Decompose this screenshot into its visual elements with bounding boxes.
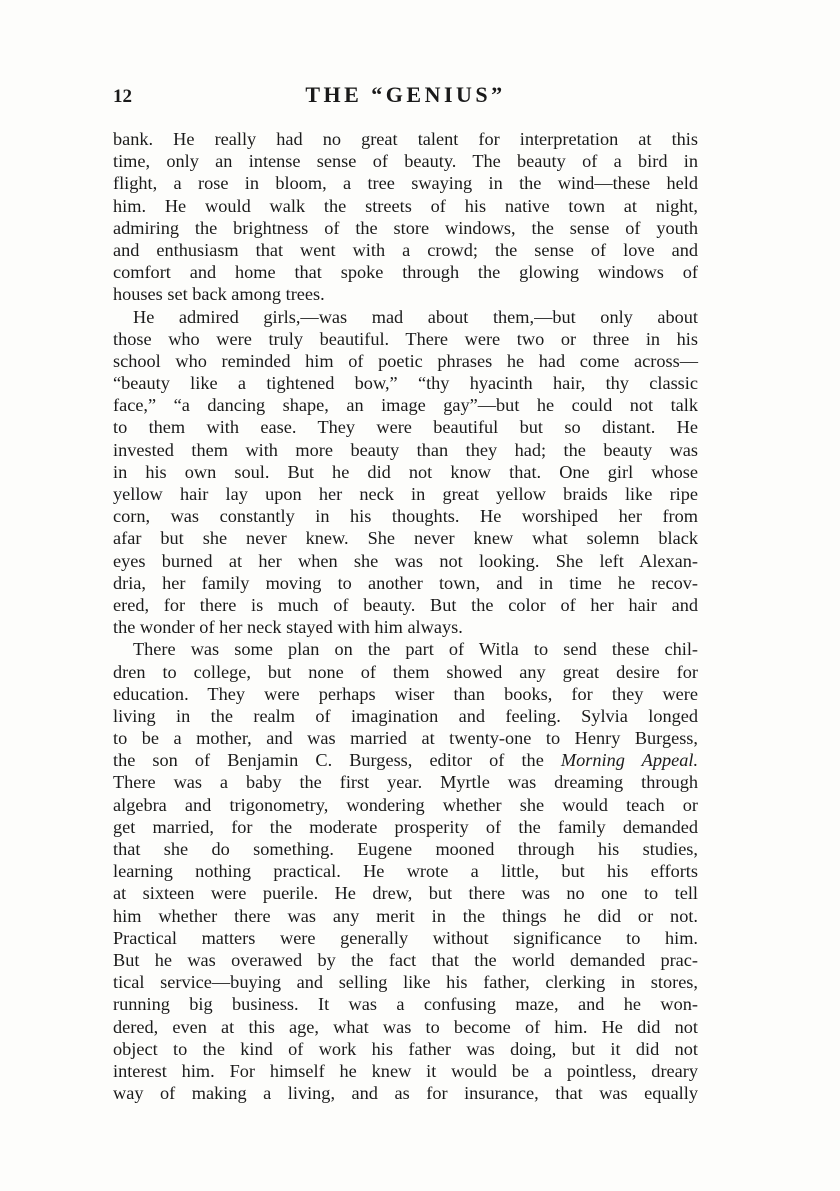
newspaper-title: Morning Appeal. (560, 750, 699, 771)
text-line-with-title (113, 749, 698, 771)
text-line: flight, a rose in bloom, a tree swaying in the wind—these held (113, 173, 698, 194)
text-line: tical service—buying and selling like his father, clerking in stores, (113, 972, 698, 993)
text-line: that she do something. Eugene mooned through his studies, (113, 839, 698, 859)
text-line: dered, even at this age, what was to become of him. He did not (113, 1016, 698, 1037)
text-line: education. They were perhaps wiser than books, for they were (113, 683, 698, 704)
text-line: learning nothing practical. He wrote a little, but his efforts (113, 861, 698, 882)
text-line: There was some plan on the part of Witla to send these chil- (133, 639, 698, 660)
text-line: object to the kind of work his father was doing, but it did not (113, 1038, 698, 1059)
text-line: algebra and trigonometry, wondering whether she would teach or (113, 794, 698, 815)
text-line: comfort and home that spoke through the glowing windows of (113, 262, 698, 283)
text-line: running big business. It was a confusing maze, and he won- (113, 994, 698, 1015)
text-line: and enthusiasm that went with a crowd; the sense of love and (113, 239, 698, 260)
text-line: afar but she never knew. She never knew what solemn black (113, 528, 698, 549)
text-line: him. He would walk the streets of his native town at night, (113, 195, 698, 216)
text-line: way of making a living, and as for insurance, that was equally (113, 1083, 698, 1104)
text-line: He admired girls,—was mad about them,—but only about (133, 306, 698, 327)
text-line: at sixteen were puerile. He drew, but there was no one to tell (113, 883, 698, 904)
text-line: to be a mother, and was married at twenty-one to Henry Burgess, (113, 728, 698, 749)
text-line: But he was overawed by the fact that the world demanded prac- (113, 949, 698, 970)
text-line: ered, for there is much of beauty. But the color of her hair and (113, 594, 698, 615)
text-line: “beauty like a tightened bow,” “thy hyacinth hair, thy classic (113, 373, 698, 394)
text-line: dria, her family moving to another town, and in time he recov- (113, 572, 698, 593)
text-line: school who reminded him of poetic phrases he had come across— (113, 350, 698, 371)
text-line: those who were truly beautiful. There were two or three in his (113, 328, 698, 349)
text-line: the wonder of her neck stayed with him always. (113, 617, 463, 638)
text-line: him whether there was any merit in the things he did or not. (113, 905, 698, 926)
text-line: bank. He really had no great talent for interpretation at this (113, 129, 698, 149)
running-title: THE “GENIUS” (305, 82, 506, 107)
body-text (113, 128, 698, 1104)
text-line: corn, was constantly in his thoughts. He worshiped her from (113, 506, 698, 527)
text-line: living in the realm of imagination and feeling. Sylvia longed (113, 705, 698, 726)
page-header (113, 82, 698, 112)
page-number: 12 (113, 86, 132, 107)
text-line: houses set back among trees. (113, 284, 325, 305)
text-line: invested them with more beauty than they had; the beauty was (113, 439, 698, 460)
text-line: to them with ease. They were beautiful but so distant. He (113, 417, 698, 438)
text-line: There was a baby the first year. Myrtle was dreaming through (113, 772, 698, 793)
text-line: face,” “a dancing shape, an image gay”—but he could not talk (113, 395, 698, 416)
text-line-segment: the son of Benjamin C. Burgess, editor of the (113, 750, 544, 771)
text-line: get married, for the moderate prosperity of the family demanded (113, 816, 698, 837)
text-line: dren to college, but none of them showed any great desire for (113, 661, 698, 682)
text-line: yellow hair lay upon her neck in great yellow braids like ripe (113, 484, 698, 504)
text-line: in his own soul. But he did not know that. One girl whose (113, 461, 698, 482)
text-line: admiring the brightness of the store windows, the sense of youth (113, 217, 698, 238)
text-line: time, only an intense sense of beauty. The beauty of a bird in (113, 151, 698, 172)
text-line: eyes burned at her when she was not looking. She left Alexan- (113, 550, 698, 571)
text-line: interest him. For himself he knew it would be a pointless, dreary (113, 1060, 698, 1081)
text-line: Practical matters were generally without significance to him. (113, 927, 698, 948)
